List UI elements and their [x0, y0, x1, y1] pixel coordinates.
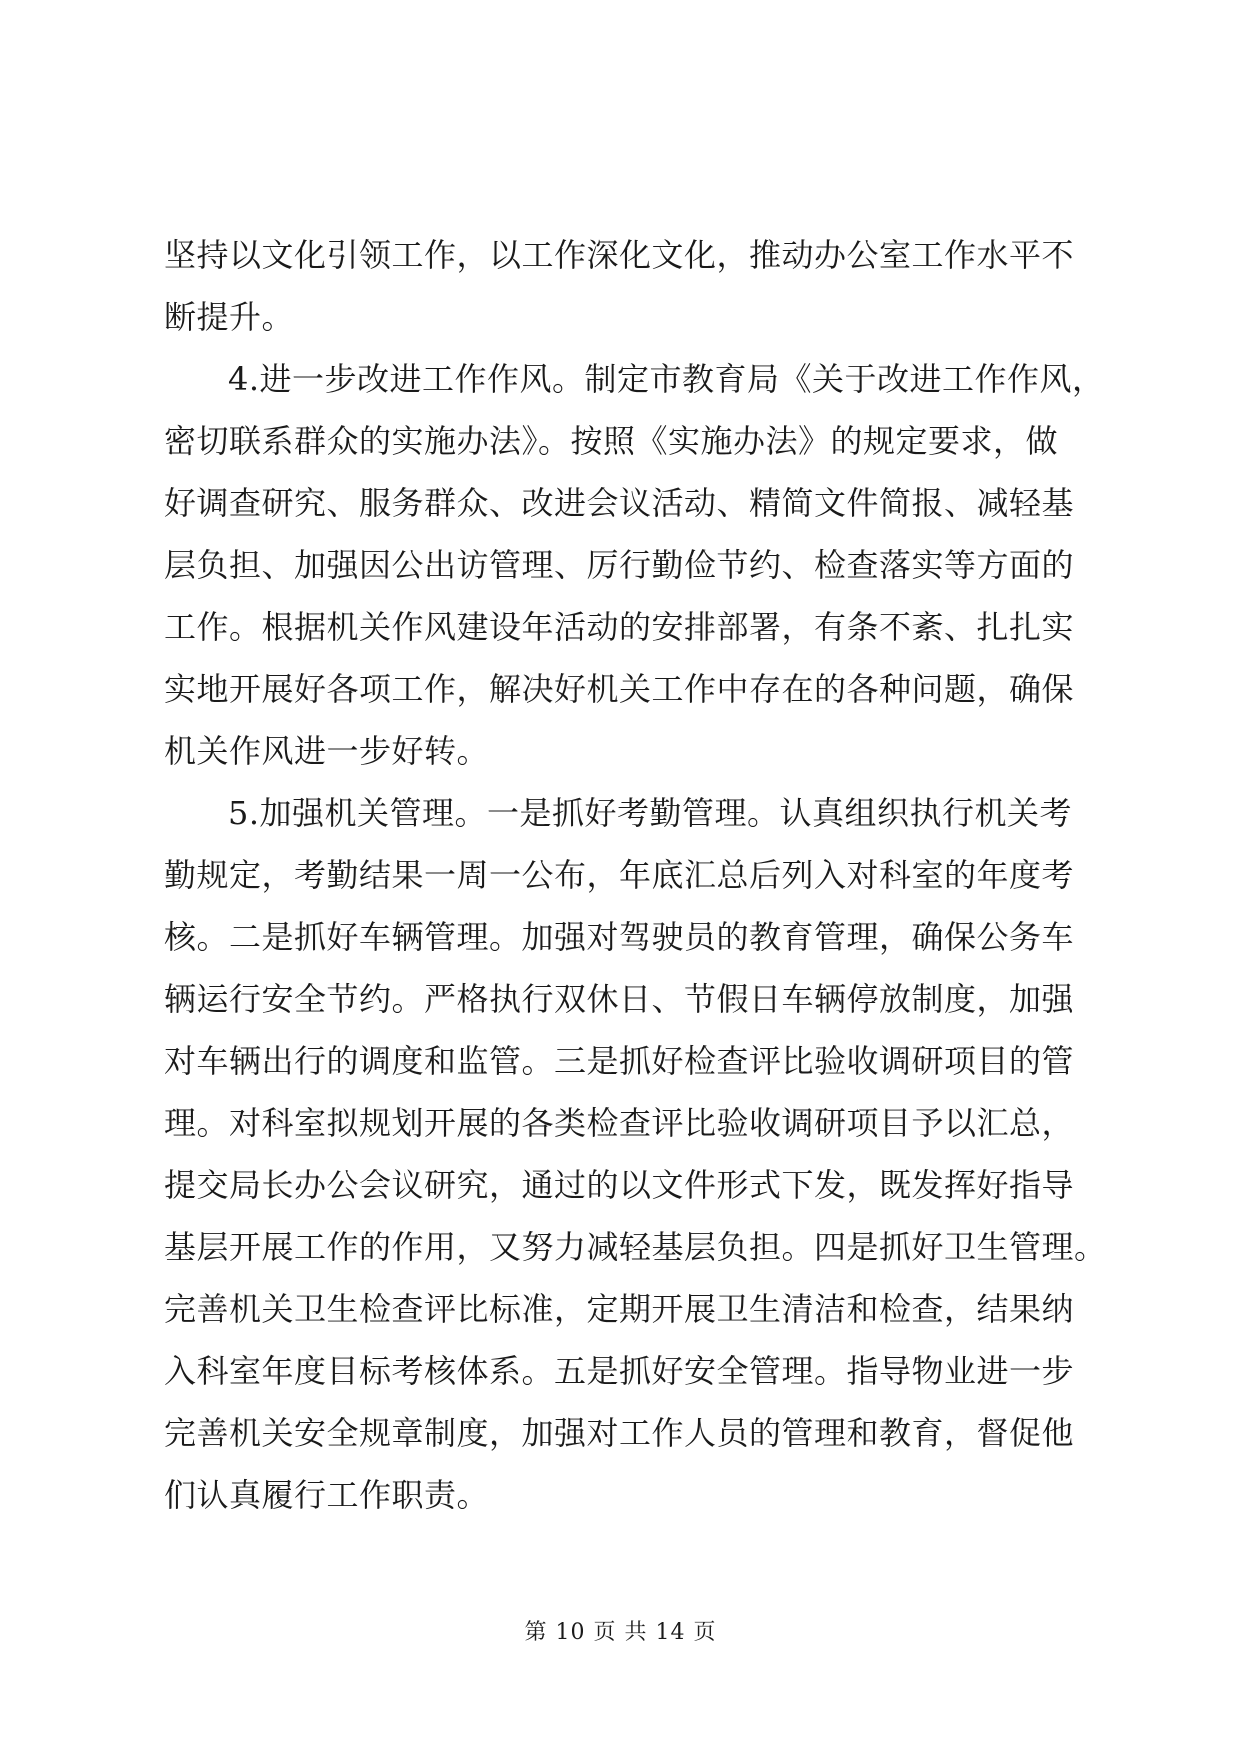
text-line: 密切联系群众的实施办法》。按照《实施办法》的规定要求，做 [164, 422, 1059, 460]
paragraph-start-line: 5.加强机关管理。一是抓好考勤管理。认真组织执行机关考 [228, 794, 1073, 832]
text-line: 核。二是抓好车辆管理。加强对驾驶员的教育管理，确保公务车 [164, 918, 1075, 956]
text-line: 提交局长办公会议研究，通过的以文件形式下发，既发挥好指导 [164, 1166, 1075, 1204]
paragraph-start-line: 4.进一步改进工作作风。制定市教育局《关于改进工作作风， [228, 360, 1105, 398]
text-line: 勤规定，考勤结果一周一公布，年底汇总后列入对科室的年度考 [164, 856, 1075, 894]
text-line: 们认真履行工作职责。 [164, 1476, 490, 1514]
page-number-footer: 第 10 页 共 14 页 [524, 1620, 717, 1645]
text-line: 好调查研究、服务群众、改进会议活动、精简文件简报、减轻基 [164, 484, 1075, 522]
text-line: 工作。根据机关作风建设年活动的安排部署，有条不紊、扎扎实 [164, 608, 1075, 646]
text-line: 入科室年度目标考核体系。五是抓好安全管理。指导物业进一步 [164, 1352, 1075, 1390]
document-body [164, 224, 1107, 1526]
text-line: 完善机关安全规章制度，加强对工作人员的管理和教育，督促他 [164, 1414, 1075, 1452]
text-line: 层负担、加强因公出访管理、厉行勤俭节约、检查落实等方面的 [164, 546, 1075, 584]
text-line: 理。对科室拟规划开展的各类检查评比验收调研项目予以汇总， [164, 1104, 1075, 1142]
text-line: 完善机关卫生检查评比标准，定期开展卫生清洁和检查，结果纳 [164, 1290, 1075, 1328]
text-line: 实地开展好各项工作，解决好机关工作中存在的各种问题，确保 [164, 670, 1075, 708]
text-line: 断提升。 [164, 298, 295, 336]
text-line: 机关作风进一步好转。 [164, 732, 490, 770]
text-line: 辆运行安全节约。严格执行双休日、节假日车辆停放制度，加强 [164, 980, 1075, 1018]
text-line: 坚持以文化引领工作，以工作深化文化，推动办公室工作水平不 [164, 236, 1075, 274]
text-line: 对车辆出行的调度和监管。三是抓好检查评比验收调研项目的管 [164, 1042, 1075, 1080]
text-line: 基层开展工作的作用，又努力减轻基层负担。四是抓好卫生管理。 [164, 1228, 1107, 1266]
